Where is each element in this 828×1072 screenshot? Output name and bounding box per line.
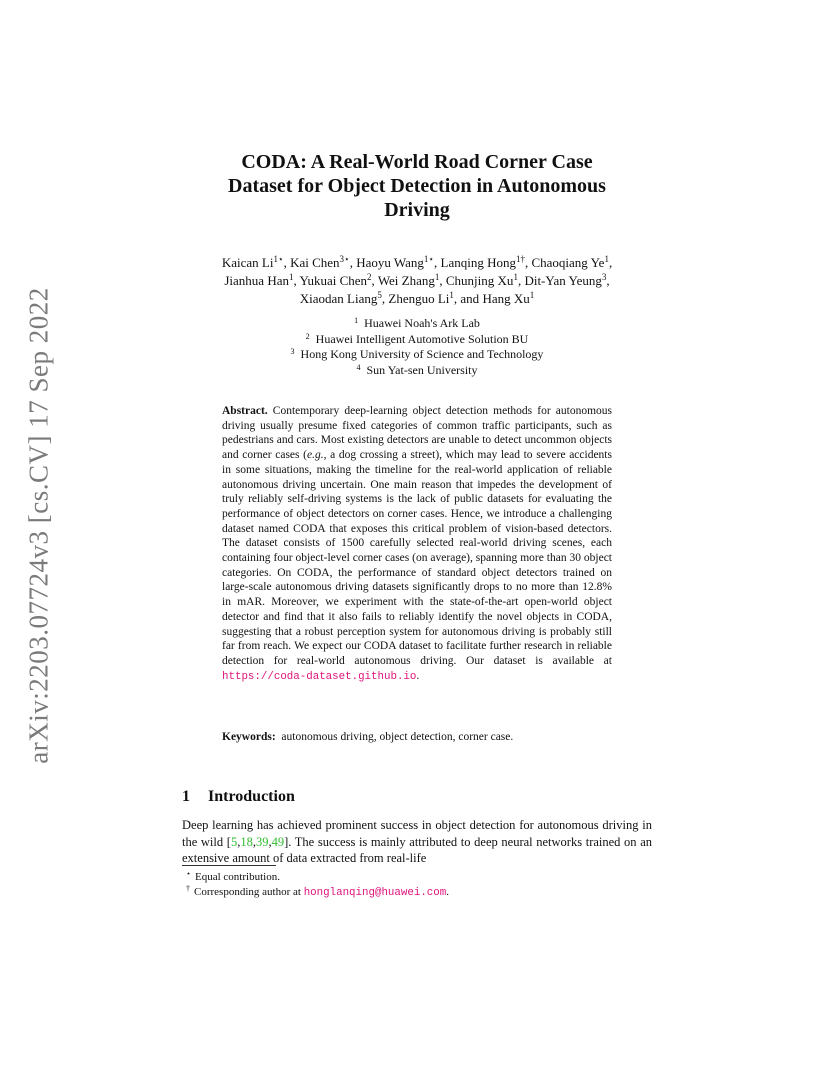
affiliation-mark: 4 <box>356 362 361 372</box>
author-name: Jianhua Han <box>224 273 289 288</box>
author-name: Lanqing Hong <box>440 255 516 270</box>
citation-link[interactable]: 5 <box>230 834 238 849</box>
author-affil-mark: 1⋆ <box>273 254 284 264</box>
author-line: Xiaodan Liang$^5$, Zhenguo Li$^1$, and Hang Xu$^1$ <box>299 290 535 306</box>
author-line: Kaican $Li^{1⋆}$, Kai Chen$^{3⋆}$, Haoyu Wang$^{1⋆}$, Lanqing Hong$^{1\dagger}$, Chaoqiang Ye$^1$, <box>221 254 613 270</box>
affiliation-text: Sun Yat-sen University <box>366 362 478 377</box>
section-heading <box>182 787 652 807</box>
footnote-divider <box>182 865 276 866</box>
title-line: Dataset for Object Detection in Autonomous <box>228 175 606 197</box>
footnote-end: . <box>446 886 449 898</box>
title-line: Driving <box>384 199 450 221</box>
title-line: CODA: A Real-World Road Corner Case <box>241 151 593 173</box>
citation-link[interactable]: 18 <box>240 834 253 849</box>
author-affil-mark: 1 <box>604 254 609 264</box>
footnote-mark: ⋆ <box>186 869 192 878</box>
author-affil-mark: 1 <box>434 272 440 282</box>
keywords <box>222 730 612 745</box>
author-affil-mark: 1 <box>449 290 454 300</box>
footnote-text: Corresponding author at <box>194 886 304 898</box>
author-name: Chaoqiang Ye <box>531 255 605 270</box>
abstract-text: , a dog crossing a street), which may lead to severe accidents in some situations, making the timeline for the real-world application of reliable autonomous driving uncertain. One main reason that impedes the development of truly reliably self-driving systems is the lack of public datasets for evaluating the performance of object detectors on corner cases. Hence, we introduce a challenging dataset named CODA that exposes this critical problem of vision-based detectors. The dataset consists of 1500 carefully selected real-world driving scenes, each containing four object-level corner cases (on average), spanning more than 30 object categories. On CODA, the performance of standard object detectors trained on large-scale autonomous driving datasets significantly drops to no more than 12.8% in mAR. Moreover, we experiment with the state-of-the-art open-world object detector and find that it also fails to reliably identify the novel objects in CODA, suggesting that a robust perception system for autonomous driving is probably still far from reach. We expect our CODA dataset to facilitate further research in reliable detection for real-world autonomous driving. Our dataset is available at <box>222 449 612 667</box>
author-name: Dit-Yan Yeung <box>524 273 602 288</box>
affiliation <box>182 363 652 379</box>
keywords-text: autonomous driving, object detection, corner case. <box>281 731 514 743</box>
abstract-label: Abstract. <box>222 405 268 417</box>
affiliation-text: Hong Kong University of Science and Technology <box>300 347 544 361</box>
dataset-link[interactable]: https://coda-dataset.github.io <box>222 670 417 683</box>
author-affil-mark: 1⋆ <box>423 254 435 264</box>
author-name: Chunjing Xu <box>445 273 514 288</box>
author-affil-mark: 3 <box>601 272 607 282</box>
author-affil-mark: 1 <box>288 272 294 282</box>
footnote-text: Equal contribution. <box>195 871 280 883</box>
keywords-label: Keywords: <box>222 731 276 743</box>
intro-text: ]. The success is mainly attributed to deep neural networks trained on an extensive amount of data extracted from real-life <box>182 834 652 865</box>
paper-title <box>182 150 652 222</box>
affiliation-text: Huawei Noah's Ark Lab <box>364 316 480 330</box>
affiliation-list <box>182 316 652 378</box>
arxiv-stamp-container <box>23 286 54 764</box>
affiliation-mark: 1 <box>354 316 359 325</box>
author-name: Kai Chen <box>290 255 340 270</box>
author-list <box>182 254 652 308</box>
abstract-text: Contemporary deep-learning object detection methods for autonomous driving usually presume fixed categories of common traffic participants, such as pedestrians and cars. Most existing detectors are unable to detect uncommon objects and corner cases ( <box>222 405 612 462</box>
footnote <box>182 885 652 901</box>
affiliation <box>182 316 652 332</box>
author-name: Yukuai Chen <box>299 273 368 288</box>
affiliation <box>182 332 652 348</box>
author-name: Zhenguo Li <box>388 291 450 306</box>
affiliation-mark: 2 <box>305 331 310 341</box>
author-name: Xiaodan Liang <box>299 291 378 306</box>
abstract-end: . <box>416 669 420 682</box>
intro-text: Deep learning has achieved prominent success in object detection for autonomous driving in the wild [ <box>182 818 652 849</box>
intro-paragraph: Deep learning has achieved prominent success in object detection for autonomous driving in the wild [5,18,39,49]. The success is mainly attributed to deep neural networks trained on an extensive amount of data extracted from real-life <box>182 818 652 865</box>
abstract <box>222 404 612 684</box>
section-number: 1 <box>182 788 190 805</box>
affiliation <box>182 347 652 363</box>
author-line: Jianhua Han$^1$, Yukuai Chen$^2$, Wei Zhang$^1$, Chunjing Xu$^1$, Dit-Yan Yeung$^3$, <box>224 272 610 288</box>
abstract-eg: e.g. <box>306 449 324 462</box>
author-name: Kaican Li <box>221 255 274 270</box>
author-affil-mark: 1† <box>515 254 525 264</box>
citation-link[interactable]: 49 <box>271 834 285 849</box>
author-affil-mark: 1 <box>529 290 535 300</box>
author-name: Hang Xu <box>482 291 530 306</box>
section-title: Introduction <box>208 788 295 805</box>
author-conjunction: and <box>460 291 480 306</box>
author-affil-mark: 3⋆ <box>339 254 350 264</box>
author-name: Wei Zhang <box>377 273 435 288</box>
email-link[interactable]: honglanqing@huawei.com <box>303 887 447 899</box>
affiliation-mark: 3 <box>290 347 295 356</box>
author-affil-mark: 5 <box>377 290 382 300</box>
footnotes <box>182 870 652 901</box>
footnote <box>182 870 652 885</box>
citation-link[interactable]: 39 <box>255 834 269 849</box>
arxiv-identifier: arXiv:2203.07724v3 [cs.CV] 17 Sep 2022 <box>23 286 54 764</box>
author-affil-mark: 2 <box>367 272 372 282</box>
footnote-mark: † <box>186 884 190 893</box>
author-name: Haoyu Wang <box>356 255 424 270</box>
affiliation-text: Huawei Intelligent Automotive Solution BU <box>315 331 529 346</box>
author-affil-mark: 1 <box>513 272 518 282</box>
